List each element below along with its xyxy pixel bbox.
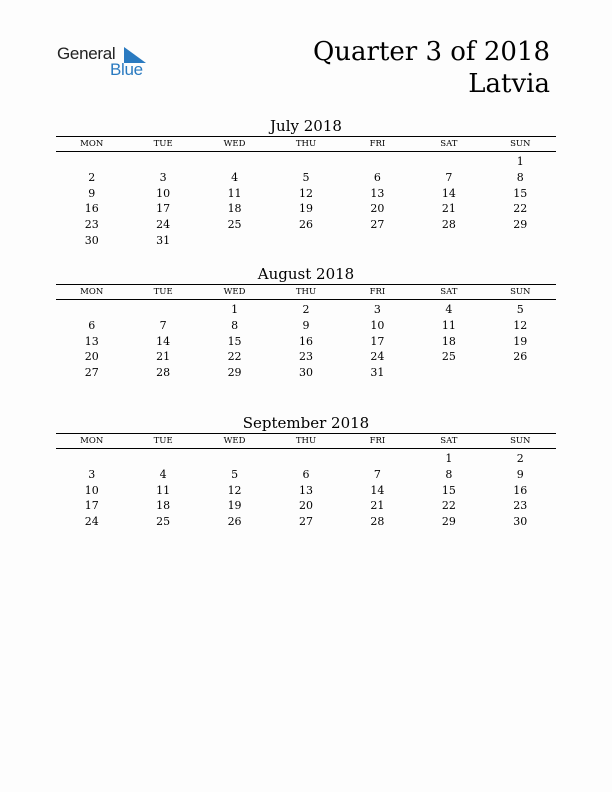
weeks-grid xyxy=(56,451,556,530)
weekday-header: MON xyxy=(80,139,104,149)
weekday-header: TUE xyxy=(153,287,173,297)
weekday-header: SUN xyxy=(510,436,531,446)
day-cell: 3 xyxy=(373,303,381,316)
day-cell: 3 xyxy=(88,467,96,481)
day-cell xyxy=(413,365,484,381)
day-cell: 17 xyxy=(370,334,385,348)
day-cell xyxy=(199,154,270,170)
day-cell xyxy=(56,154,127,170)
day-cell: 30 xyxy=(513,515,528,529)
weekday-header: FRI xyxy=(369,287,386,297)
week-row xyxy=(56,233,556,249)
day-cell: 16 xyxy=(298,334,313,348)
day-cell: 1 xyxy=(445,452,453,465)
day-cell: 24 xyxy=(84,515,99,529)
day-cell: 10 xyxy=(370,318,385,332)
month-calendar-july xyxy=(56,116,556,249)
day-cell: 18 xyxy=(156,499,171,513)
day-cell: 7 xyxy=(445,170,453,184)
logo-text-blue: Blue xyxy=(110,60,143,79)
day-cell xyxy=(485,365,556,381)
day-cell: 15 xyxy=(441,483,456,497)
day-cell: 10 xyxy=(156,186,171,200)
weekday-header-row xyxy=(56,284,556,300)
week-row xyxy=(56,483,556,499)
day-cell: 6 xyxy=(373,170,381,184)
day-cell: 20 xyxy=(298,499,313,513)
day-cell xyxy=(342,233,413,249)
weekday-header: THU xyxy=(295,139,317,149)
week-row xyxy=(56,201,556,217)
day-cell: 27 xyxy=(84,366,99,380)
day-cell: 10 xyxy=(84,483,99,497)
day-cell: 26 xyxy=(227,515,242,529)
week-row xyxy=(56,451,556,467)
day-cell xyxy=(127,302,198,318)
day-cell xyxy=(270,451,341,467)
day-cell: 7 xyxy=(373,467,381,481)
day-cell: 21 xyxy=(441,202,456,216)
day-cell: 8 xyxy=(445,467,453,481)
day-cell: 31 xyxy=(370,366,385,380)
day-cell: 27 xyxy=(370,218,385,232)
weekday-header: THU xyxy=(295,436,317,446)
day-cell: 26 xyxy=(298,218,313,232)
day-cell: 24 xyxy=(156,218,171,232)
weeks-grid xyxy=(56,302,556,381)
day-cell: 23 xyxy=(513,499,528,513)
day-cell: 19 xyxy=(513,334,528,348)
weekday-header-row xyxy=(56,136,556,152)
day-cell: 28 xyxy=(156,366,171,380)
day-cell: 6 xyxy=(88,318,96,332)
day-cell: 5 xyxy=(302,170,310,184)
weekday-header: WED xyxy=(223,287,246,297)
day-cell: 9 xyxy=(302,318,310,332)
day-cell: 17 xyxy=(84,499,99,513)
month-title: September 2018 xyxy=(242,414,370,432)
day-cell: 31 xyxy=(156,233,171,247)
day-cell: 13 xyxy=(84,334,99,348)
quarter-title: Quarter 3 of 2018 xyxy=(312,37,550,67)
weekday-header: MON xyxy=(80,436,104,446)
day-cell: 20 xyxy=(370,202,385,216)
weekday-header: SAT xyxy=(440,139,458,149)
day-cell: 23 xyxy=(84,218,99,232)
day-cell: 30 xyxy=(84,233,99,247)
day-cell xyxy=(127,451,198,467)
day-cell: 19 xyxy=(227,499,242,513)
month-title: July 2018 xyxy=(270,117,342,135)
day-cell: 29 xyxy=(441,515,456,529)
day-cell: 9 xyxy=(88,186,96,200)
day-cell: 4 xyxy=(445,303,453,316)
weekday-header: WED xyxy=(223,436,246,446)
day-cell: 9 xyxy=(516,467,524,481)
day-cell: 22 xyxy=(441,499,456,513)
day-cell: 17 xyxy=(156,202,171,216)
day-cell xyxy=(56,451,127,467)
logo-text-general: General xyxy=(57,44,116,63)
day-cell: 12 xyxy=(227,483,242,497)
day-cell: 14 xyxy=(370,483,385,497)
day-cell: 4 xyxy=(159,467,167,481)
day-cell: 25 xyxy=(227,218,242,232)
weekday-header: SUN xyxy=(510,139,531,149)
day-cell: 23 xyxy=(298,350,313,364)
day-cell: 22 xyxy=(227,350,242,364)
day-cell: 6 xyxy=(302,467,310,481)
day-cell: 18 xyxy=(227,202,242,216)
day-cell: 24 xyxy=(370,350,385,364)
day-cell: 16 xyxy=(84,202,99,216)
day-cell: 29 xyxy=(513,218,528,232)
week-row xyxy=(56,217,556,233)
week-row xyxy=(56,170,556,186)
day-cell: 2 xyxy=(516,452,524,465)
day-cell: 28 xyxy=(441,218,456,232)
week-row xyxy=(56,365,556,381)
day-cell: 11 xyxy=(156,483,171,497)
day-cell: 1 xyxy=(231,303,239,316)
weekday-header: FRI xyxy=(369,436,386,446)
weekday-header: TUE xyxy=(153,139,173,149)
day-cell: 18 xyxy=(441,334,456,348)
weekday-header: MON xyxy=(80,287,104,297)
day-cell: 25 xyxy=(441,350,456,364)
week-row xyxy=(56,467,556,483)
day-cell: 20 xyxy=(84,350,99,364)
week-row xyxy=(56,302,556,318)
week-row xyxy=(56,334,556,350)
weekday-header: SUN xyxy=(510,287,531,297)
week-row xyxy=(56,154,556,170)
day-cell: 28 xyxy=(370,515,385,529)
week-row xyxy=(56,498,556,514)
day-cell: 11 xyxy=(227,186,242,200)
day-cell: 30 xyxy=(298,366,313,380)
day-cell: 2 xyxy=(88,170,96,184)
weekday-header: WED xyxy=(223,139,246,149)
country-title: Latvia xyxy=(468,69,550,99)
day-cell xyxy=(342,451,413,467)
day-cell: 5 xyxy=(516,303,524,316)
weekday-header: THU xyxy=(295,287,317,297)
page-title xyxy=(313,36,550,100)
day-cell: 25 xyxy=(156,515,171,529)
day-cell: 14 xyxy=(156,334,171,348)
weekday-header: TUE xyxy=(153,436,173,446)
day-cell: 4 xyxy=(231,170,239,184)
day-cell: 1 xyxy=(516,155,524,168)
day-cell: 19 xyxy=(298,202,313,216)
day-cell: 3 xyxy=(159,170,167,184)
week-row xyxy=(56,186,556,202)
week-row xyxy=(56,318,556,334)
week-row xyxy=(56,349,556,365)
day-cell: 29 xyxy=(227,366,242,380)
day-cell xyxy=(413,233,484,249)
logo xyxy=(57,44,157,84)
week-row xyxy=(56,514,556,530)
day-cell: 21 xyxy=(156,350,171,364)
day-cell xyxy=(270,233,341,249)
day-cell: 8 xyxy=(516,170,524,184)
day-cell: 21 xyxy=(370,499,385,513)
day-cell xyxy=(127,154,198,170)
day-cell xyxy=(56,302,127,318)
day-cell: 14 xyxy=(441,186,456,200)
day-cell: 26 xyxy=(513,350,528,364)
day-cell: 27 xyxy=(298,515,313,529)
day-cell xyxy=(485,233,556,249)
weekday-header: SAT xyxy=(440,436,458,446)
day-cell xyxy=(199,233,270,249)
day-cell: 11 xyxy=(441,318,456,332)
day-cell: 15 xyxy=(227,334,242,348)
day-cell: 2 xyxy=(302,303,310,316)
day-cell xyxy=(199,451,270,467)
day-cell: 16 xyxy=(513,483,528,497)
day-cell: 13 xyxy=(298,483,313,497)
day-cell: 7 xyxy=(159,318,167,332)
day-cell xyxy=(342,154,413,170)
day-cell: 22 xyxy=(513,202,528,216)
day-cell: 5 xyxy=(231,467,239,481)
day-cell xyxy=(413,154,484,170)
day-cell xyxy=(270,154,341,170)
day-cell: 8 xyxy=(231,318,239,332)
weekday-header-row xyxy=(56,433,556,449)
weeks-grid xyxy=(56,154,556,249)
month-title: August 2018 xyxy=(257,265,355,283)
weekday-header: SAT xyxy=(440,287,458,297)
day-cell: 12 xyxy=(513,318,528,332)
month-calendar-september xyxy=(56,413,556,530)
weekday-header: FRI xyxy=(369,139,386,149)
day-cell: 13 xyxy=(370,186,385,200)
day-cell: 12 xyxy=(298,186,313,200)
day-cell: 15 xyxy=(513,186,528,200)
month-calendar-august xyxy=(56,264,556,381)
